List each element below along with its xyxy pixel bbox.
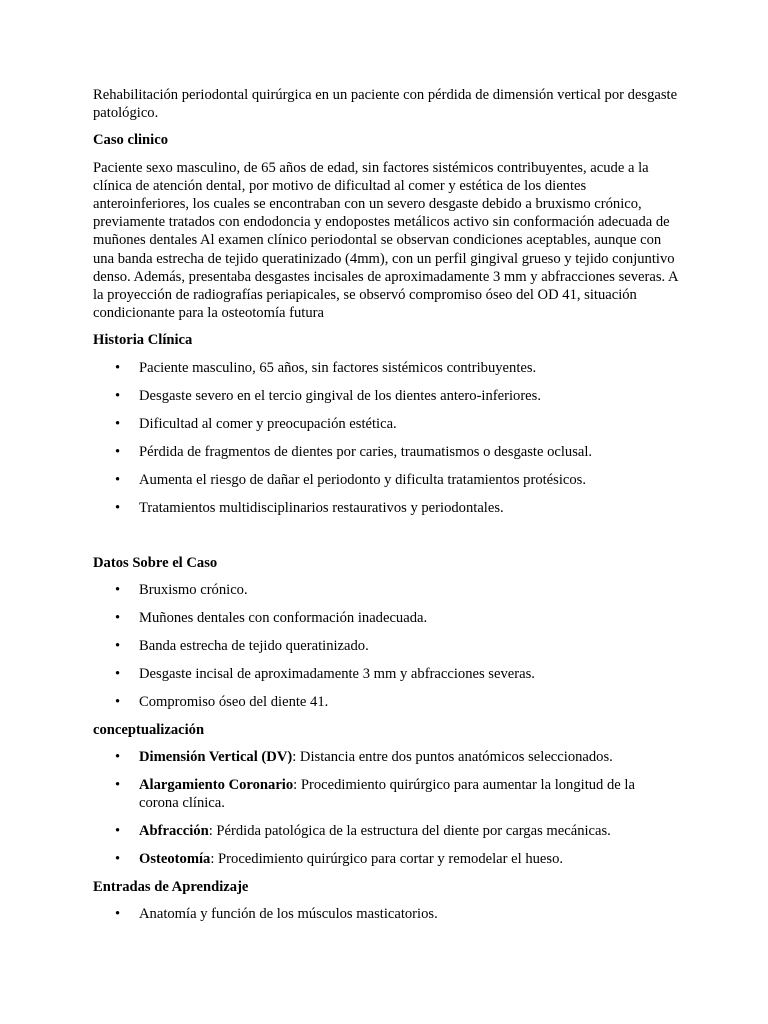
list-item: • Anatomía y función de los músculos masticatorios.	[93, 905, 678, 923]
term-label: Alargamiento Coronario	[139, 777, 294, 794]
list-item: • Muñones dentales con conformación inadecuada.	[93, 609, 678, 627]
term-definition: : Distancia entre dos puntos anatómicos seleccionados.	[292, 749, 613, 766]
list-item: • Compromiso óseo del diente 41.	[93, 693, 678, 711]
heading-caso-clinico: Caso clinico	[93, 132, 168, 149]
historia-list	[93, 359, 678, 517]
term-label: Abfracción	[139, 823, 209, 840]
list-item	[93, 776, 678, 812]
heading-datos-caso: Datos Sobre el Caso	[93, 554, 218, 571]
term-definition: : Procedimiento quirúrgico para aumentar la longitud de la corona clínica.	[139, 777, 635, 812]
list-item	[93, 822, 678, 840]
term-label: Dimensión Vertical (DV)	[139, 749, 293, 766]
datos-list	[93, 581, 678, 711]
list-item	[93, 850, 678, 868]
caso-paragraph: Paciente sexo masculino, de 65 años de edad, sin factores sistémicos contribuyentes, acude a la clínica de atención dental, por motivo de dificultad al comer y estética de los dientes anteroinferiores, los cuales se encontraban con un severo desgaste debido a bruxismo crónico, previamente tratados con endodoncia y endopostes metálicos activo sin conformación adecuada de muñones dentales Al examen clínico periodontal se observan condiciones aceptables, aunque con una banda estrecha de tejido queratinizado (4mm), con un perfil gingival grueso y tejido conjuntivo denso. Además, presentaba desgastes incisales de aproximadamente 3 mm y abfracciones severas. A la proyección de radiografías periapicales, se observó compromiso óseo del OD 41, situación condicionante para la osteotomía futura	[93, 159, 678, 322]
heading-entradas-aprendizaje: Entradas de Aprendizaje	[93, 879, 249, 896]
list-item: • Tratamientos multidisciplinarios restaurativos y periodontales.	[93, 499, 678, 517]
list-item: • Bruxismo crónico.	[93, 581, 678, 599]
term-definition: : Pérdida patológica de la estructura del diente por cargas mecánicas.	[208, 823, 611, 840]
list-item: • Banda estrecha de tejido queratinizado.	[93, 637, 678, 655]
list-item	[93, 748, 678, 766]
term-definition: : Procedimiento quirúrgico para cortar y remodelar el hueso.	[210, 851, 564, 868]
conceptualizacion-list	[93, 748, 678, 868]
term-label: Osteotomía	[139, 851, 211, 868]
list-item: • Paciente masculino, 65 años, sin factores sistémicos contribuyentes.	[93, 359, 678, 377]
entradas-list	[93, 905, 678, 923]
document-title: Rehabilitación periodontal quirúrgica en un paciente con pérdida de dimensión vertical por desgaste patológico.	[93, 87, 678, 122]
heading-historia-clinica: Historia Clínica	[93, 332, 193, 349]
heading-conceptualizacion: conceptualización	[93, 721, 205, 738]
spacer	[93, 527, 678, 554]
list-item: • Desgaste incisal de aproximadamente 3 mm y abfracciones severas.	[93, 665, 678, 683]
list-item: • Dificultad al comer y preocupación estética.	[93, 415, 678, 433]
list-item: • Desgaste severo en el tercio gingival de los dientes antero-inferiores.	[93, 387, 678, 405]
list-item: • Aumenta el riesgo de dañar el periodonto y dificulta tratamientos protésicos.	[93, 471, 678, 489]
list-item: • Pérdida de fragmentos de dientes por caries, traumatismos o desgaste oclusal.	[93, 443, 678, 461]
